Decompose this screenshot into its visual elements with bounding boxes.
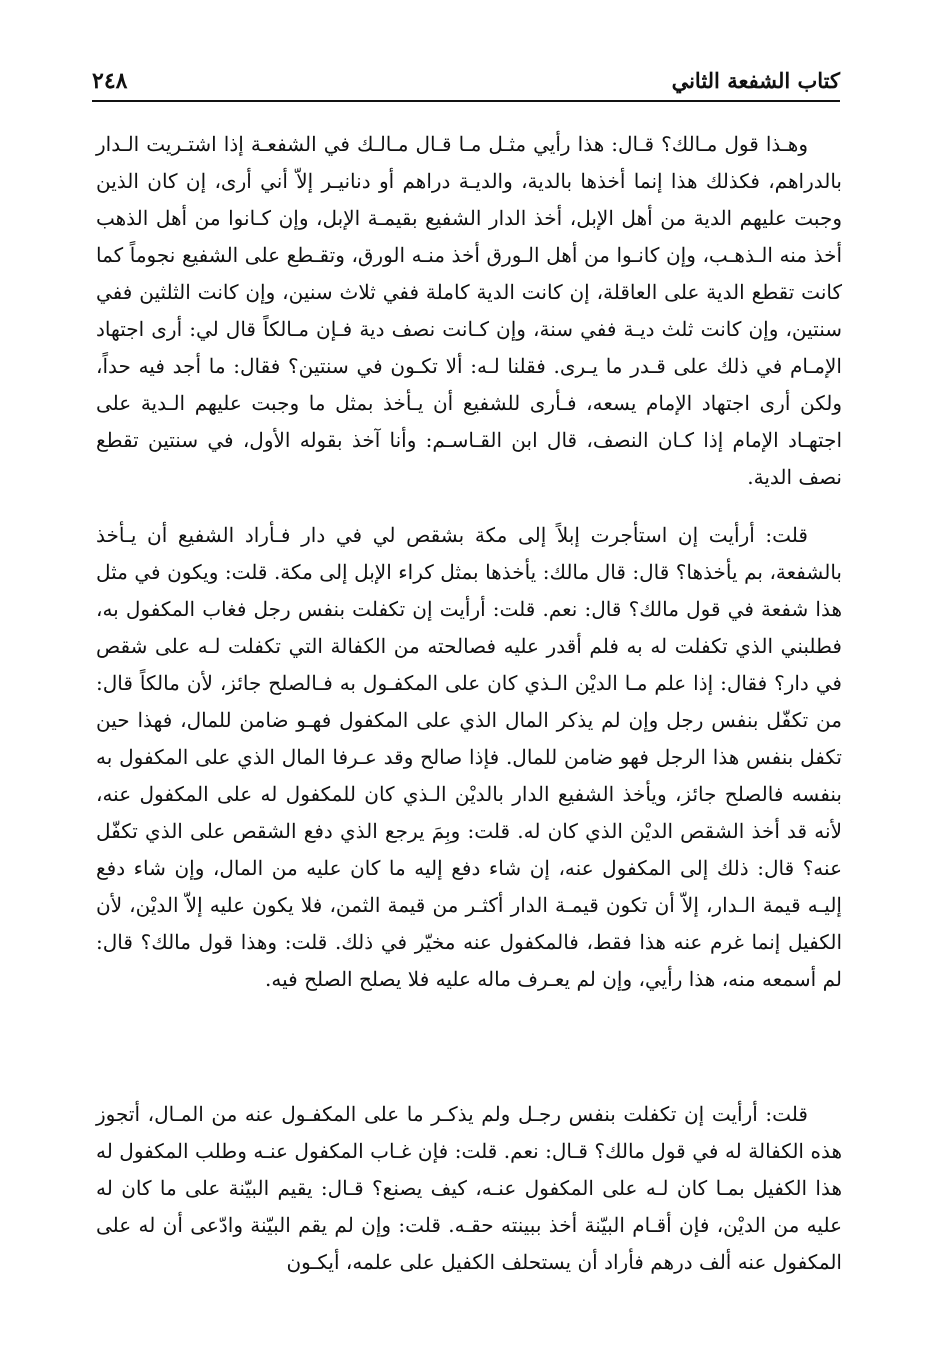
paragraph-2: قلت: أرأيت إن استأجرت إبلاً إلى مكة بشقص لي في دار فـأراد الشفيع أن يـأخذ بالشفعة، بم يأخذها؟ قال: قال مالك: يأخذها بمثل كراء الإبل إلى مكة. قلت: ويكون في مثل هذا شفعة في قول مالك؟ قال: نعم. قلت: أرأيت إن تكفلت بنفس رجل فغاب المكفول به، فطلبني الذي تكفلت له به فلم أقدر عليه فصالحته من الكفالة التي تكفلت لـه على شقص في دار؟ فقال: إذا علم مـا الديْن الـذي كان على المكفـول به فـالصلح جائز، لأن مالكاً قال: من تكفّل بنفس رجل وإن لم يذكر المال الذي على المكفول فهـو ضامن للمال، فهذا حين تكفل بنفس هذا الرجل فهو ضامن للمال. فإذا صالح وقد عـرفا المال الذي على المكفول به بنفسه فالصلح جائز، ويأخذ الشفيع الدار بالديْن الـذي كان للمكفول له على المكفول عنه، لأنه قد أخذ الشقص الديْن الذي كان له. قلت: وبِمَ يرجع الذي دفع الشقص على الذي تكفّل عنه؟ قال: ذلك إلى المكفول عنه، إن شاء دفع إليه ما كان عليه من المال، وإن شاء دفع إليـه قيمة الـدار، إلاّ أن تكون قيمـة الدار أكثـر من قيمة الثمن، فلا يكون عليه إلاّ الديْن، لأن الكفيل إنما غرم عنه هذا فقط، فالمكفول عنه مخيّر في ذلك. قلت: وهذا قول مالك؟ قال: لم أسمعه منه، هذا رأيي، وإن لم يعـرف ماله عليه فلا يصلح الصلح فيه. — [96, 523, 842, 991]
header-rule — [92, 100, 840, 102]
paragraph-3-block — [96, 1096, 842, 1281]
page-header — [92, 62, 840, 102]
paragraph-1: وهـذا قول مـالك؟ قـال: هذا رأيي مثـل مـا قـال مـالـك في الشفعـة إذا اشتـريت الـدار بالدراهم، فكذلك هذا إنما أخذها بالدية، والديـة دراهم أو دنانيـر إلاّ أني أرى، إن كان الذين وجبت عليهم الدية من أهل الإبل، أخذ الدار الشفيع بقيمـة الإبل، وإن كـانوا من أهل الذهب أخذ منه الـذهـب، وإن كانـوا من أهل الـورق أخذ منـه الورق، وتقـطع على الشفيع نجوماً كما كانت تقطع الدية على العاقلة، إن كانت الدية كاملة ففي ثلاث سنين، وإن كانت الثلثين ففي سنتين، وإن كانت ثلث ديـة ففي سنة، وإن كـانت نصف دية فـإن مـالكاً قال لي: أرى اجتهاد الإمـام في ذلك على قـدر ما يـرى. فقلنا لـه: ألا تكـون في سنتين؟ فقال: ما أجد فيه حداً، ولكن أرى اجتهاد الإمام يسعه، فـأرى للشفيع أن يـأخذ بمثل ما وجبت عليهم الـدية على اجتهـاد الإمام إذا كـان النصف، قال ابن القـاسـم: وأنا آخذ بقوله الأول، في سنتين تقطع نصف الدية. — [96, 132, 843, 489]
paragraph-3: قلت: أرأيت إن تكفلت بنفس رجـل ولم يذكـر ما على المكفـول عنه من المـال، أتجوز هذه الكفالة له في قول مالك؟ قـال: نعم. قلت: فإن غـاب المكفول عنـه وطلب المكفول له هذا الكفيل بمـا كان لـه على المكفول عنـه، كيف يصنع؟ قـال: يقيم البيّنة على ما كان له عليه من الديْن، فإن أقـام البيّنة أخذ ببينته حقـه. قلت: وإن لم يقم البيّنة وادّعى أن له على المكفول عنه ألف درهم فأراد أن يستحلف الكفيل على علمه، أيكـون — [96, 1102, 842, 1274]
running-title: كتاب الشفعة الثاني — [671, 68, 840, 93]
paragraph-2-block — [96, 517, 842, 998]
paragraph-1-block — [96, 126, 842, 496]
page-number: ٢٤٨ — [92, 68, 128, 94]
